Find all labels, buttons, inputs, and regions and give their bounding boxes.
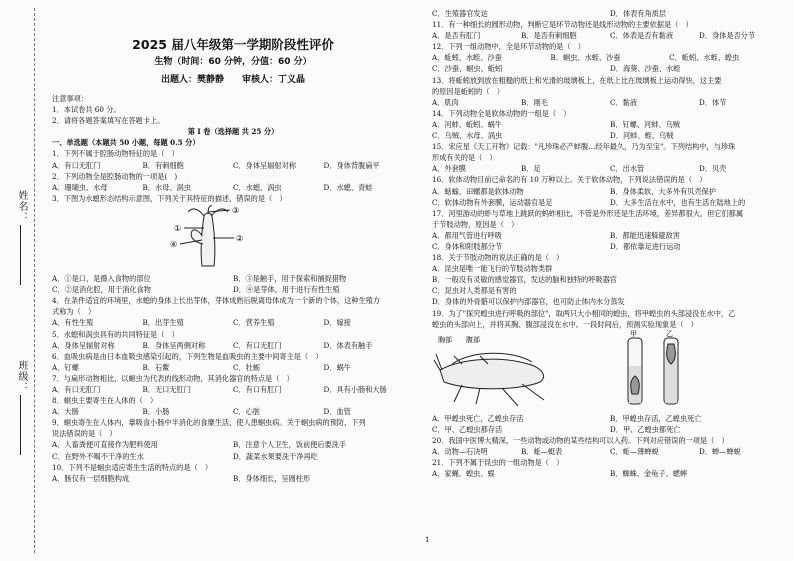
- answer-option: A．动物—石决明: [432, 447, 488, 457]
- option-row: [432, 163, 788, 174]
- answer-option: B．小肠: [142, 407, 170, 417]
- option-row: [52, 182, 414, 193]
- answer-option: B．出芽生殖: [142, 318, 184, 328]
- answer-option: B．甲蝗虫存活，乙蝗虫死亡: [610, 413, 702, 423]
- answer-option: C．有口有肛门: [233, 384, 282, 394]
- answer-option: B．身体细长，呈圆柱形: [233, 473, 311, 483]
- answer-option: C．蚯—薄蝉蜕: [610, 447, 659, 457]
- question-list: [52, 148, 414, 203]
- answer-option: C．身体呈辐射对称: [233, 160, 297, 170]
- question-stem: 10．下列不是蛔虫适应寄生生活的特点的是（ ）: [52, 462, 213, 472]
- option-row: [432, 197, 788, 208]
- answer-option: A．蚯蚓、水蛭、沙蚕: [432, 53, 502, 63]
- answer-option: C．软体动物有外套膜，运动器官是足: [432, 197, 553, 207]
- answer-option: B．都能迅速躲避敌害: [610, 230, 680, 240]
- question-stem: 15．宋应星《天工开物》记载："凡珍珠必产蚌腹…经年最久，乃为至宝"。下列结构中，与珍珠: [432, 142, 736, 152]
- answer-option: A．肌肉: [432, 97, 459, 107]
- answer-option: D．贝壳: [699, 164, 727, 174]
- question-stem: 19．为了"探究蝗虫进行呼吸的部位"，取两只大小相同的蝗虫，将甲蝗虫的头部浸没在水中，乙: [432, 308, 736, 318]
- answer-option: A．肠仅有一层细胞构成: [52, 473, 130, 483]
- answer-option: B．有刺细胞: [142, 160, 184, 170]
- option-row: [432, 230, 788, 241]
- option-row: [52, 273, 414, 284]
- left-column: [52, 8, 414, 484]
- answer-option: D．蜗牛: [323, 362, 351, 372]
- hydra-figure: [52, 204, 414, 270]
- answer-option: C．心脏: [233, 407, 261, 417]
- answer-option: A．有口无肛门: [52, 160, 101, 170]
- answer-option: C．甲、乙蝗虫都存活: [432, 424, 503, 434]
- section-intro: 一、单选题（本题共 50 小题，每题 0.5 分）: [52, 138, 200, 148]
- answer-option: A．大肠: [52, 407, 79, 417]
- answer-option: B．蜘蛛、金龟子、蟋蟀: [610, 469, 688, 479]
- question-stem: 21．下列不属于昆虫的一组动物是（ ）: [432, 458, 564, 468]
- exam-meta: 生物（时间：60 分钟，分值：60 分）: [154, 57, 312, 67]
- answer-option: B．身体柔软，大多外有贝壳保护: [610, 186, 716, 196]
- notice-item: 2．请将各题答案填写在答题卡上。: [52, 116, 165, 126]
- question-list: [432, 8, 788, 330]
- name-blank-line: [20, 225, 21, 285]
- option-row: [52, 340, 414, 351]
- question-stem: 于节肢动物，原因是（ ）: [432, 219, 519, 229]
- answer-option: D．大多生活在水中，也有生活在陆地上的: [610, 197, 746, 207]
- answer-option: B．注意个人卫生，饭前便后要洗手: [233, 440, 347, 450]
- option-row: [432, 8, 788, 19]
- answer-option: D．都依靠足进行运动: [610, 241, 681, 251]
- answer-option: D．蝉—蝉蜕: [699, 447, 741, 457]
- name-label: 姓名：: [16, 190, 27, 223]
- answer-option: B．③是触手，用于探索和捕捉猎物: [233, 274, 347, 284]
- option-row: [52, 317, 414, 328]
- option-row: [432, 413, 788, 424]
- answer-option: D．血管: [323, 407, 351, 417]
- answer-option: C．②是消化腔，用于消化食物: [52, 285, 151, 295]
- question-stem: D．身体的外骨骼可以保护内部器官，也可防止体内水分蒸发: [432, 297, 625, 307]
- page-number: 1: [425, 536, 430, 544]
- locust-label-abdomen: 腹部: [466, 335, 480, 344]
- hydra-label-4: ④: [170, 239, 178, 249]
- notice-heading: 注意事项：: [52, 94, 88, 103]
- section-title: 第 I 卷（选择题 共 25 分）: [187, 127, 279, 137]
- question-stem: 17．河里游动的虾与草地上跳跃的蚂蚱相比，不管是外形还是生活环境，差异都很大，但它们都属: [432, 208, 744, 218]
- right-column: [432, 8, 788, 479]
- hydra-label-1: ①: [174, 223, 182, 233]
- answer-option: A．有性生殖: [52, 318, 94, 328]
- answer-option: A．河蚌、蚯蚓、蜗牛: [432, 119, 502, 129]
- option-row: [432, 424, 788, 435]
- question-stem: B．一般没有灵敏的感觉器官，发达的脑和独特的呼吸器官: [432, 275, 617, 285]
- question-list: [52, 273, 414, 484]
- answer-option: B．水母、涡虫: [142, 182, 191, 192]
- answer-option: C．有口无肛门: [233, 340, 282, 350]
- option-row: [52, 406, 414, 417]
- answer-option: A．甲蝗虫死亡，乙蝗虫存活: [432, 413, 524, 423]
- answer-option: A．家蝇、蝗虫、蜈: [432, 469, 495, 479]
- locust-label-thorax: 胸部: [438, 335, 452, 344]
- hydra-label-2: ②: [236, 233, 244, 243]
- answer-option: A．都用气管进行呼吸: [432, 230, 502, 240]
- answer-option: C．生殖器官发达: [432, 9, 488, 18]
- answer-option: B．足: [521, 164, 541, 174]
- answer-option: A．钉螺: [52, 362, 79, 372]
- answer-option: D．④是芽体，用于进行有性生殖: [233, 285, 340, 295]
- hydra-label-3: ③: [232, 205, 240, 215]
- question-stem: 12．下列一组动物中，全是环节动物的是（ ）: [432, 42, 585, 52]
- answer-option: A．身体呈辐射对称: [52, 340, 115, 350]
- answer-option: B．是否有刺细胞: [521, 31, 577, 41]
- answer-option: D．海葵、沙蚕、水蛭: [610, 64, 681, 74]
- option-row: [52, 473, 414, 484]
- answer-option: C．出水管: [610, 164, 645, 174]
- question-stem: 形成有关的是（ ）: [432, 153, 497, 163]
- answer-option: D．体表有角质层: [610, 9, 667, 18]
- tube-label-yi: 乙: [666, 329, 673, 338]
- option-row: [432, 52, 788, 63]
- answer-option: A．人畜粪便可直接作为肥料使用: [52, 440, 158, 450]
- question-stem: 11．有一种细长的圆形动物，判断它是环节动物还是线形动物的主要依据是（ ）: [432, 20, 693, 30]
- answer-option: A．蛞蝓、田螺都是软体动物: [432, 186, 524, 196]
- question-stem: 1．下列不属于腔肠动物特征的是（ ）: [52, 149, 179, 159]
- answer-option: B．无口无肛门: [142, 384, 191, 394]
- option-row: [432, 241, 788, 252]
- answer-option: A．是否有肛门: [432, 31, 481, 41]
- answer-option: D．体节: [699, 97, 727, 107]
- option-row: [52, 160, 414, 171]
- notice-item: 1．本试卷共 60 分。: [52, 105, 121, 115]
- question-stem: 的原因是蚯蚓的（ ）: [432, 86, 504, 96]
- question-stem: 9．蛔虫寄生在人体内，靠吸食小肠中半消化的食糜生活，使人患蛔虫病。关于蛔虫病的预防，下列: [52, 418, 366, 428]
- option-row: [52, 362, 414, 373]
- class-blank-line: [20, 395, 21, 455]
- option-row: [432, 130, 788, 141]
- answer-option: C．水螅、涡虫: [233, 182, 282, 192]
- answer-option: D．身体背腹扁平: [323, 160, 380, 170]
- option-row: [432, 446, 788, 457]
- answer-option: A．珊瑚虫、水母: [52, 182, 108, 192]
- answer-option: D．蔬菜水果要洗干净再吃: [233, 451, 318, 461]
- question-stem: 蝗虫的头部向上，并将其胸、腹部浸没在水中。一段时间后，预测实验现象是（ ）: [432, 319, 698, 329]
- question-stem: 14．下列动物全是软体动物的一组是（ ）: [432, 108, 571, 118]
- option-row: [52, 451, 414, 462]
- question-stem: A．昆虫是唯一能飞行的节肢动物类群: [432, 264, 553, 274]
- question-stem: 20．我国中医博大精深，一些动物或动物的某些结构可以入药。下列对应错误的一项是（ ）: [432, 436, 729, 445]
- question-stem: 7．与扁形动物相比，以蛔虫为代表的线形动物，其消化器官的特点是（ ）: [52, 373, 294, 383]
- answer-option: B．石鳖: [142, 362, 170, 372]
- option-row: [432, 468, 788, 479]
- option-row: [52, 284, 414, 295]
- option-row: [52, 384, 414, 395]
- answer-option: B．蚯—蜓表: [521, 447, 563, 457]
- option-row: [52, 439, 414, 450]
- locust-experiment-figure: [432, 330, 788, 410]
- answer-option: B．蛔虫、水蛭、沙蚕: [550, 53, 621, 63]
- answer-option: C．牡蛎: [233, 362, 261, 372]
- option-row: [432, 97, 788, 108]
- question-stem: 18．关于节肢动物的说法正确的是（ ）: [432, 253, 564, 263]
- answer-option: D．嫁接: [323, 318, 351, 328]
- answer-option: C．沙蚕、蛔虫、蚯蚓: [432, 64, 503, 74]
- answer-option: B．刚毛: [521, 97, 548, 107]
- answer-option: C．身体和附肢都分节: [432, 241, 503, 251]
- question-stem: 16．软体动物目前已命名的有 10 万种以上。关于软体动物，下列说法错误的是（ ）: [432, 175, 707, 185]
- answer-option: D．河蚌、蛭、乌贼: [610, 131, 674, 141]
- answer-option: B．钉螺、河蚌、乌贼: [610, 119, 680, 129]
- exam-title: 2025 届八年级第一学期阶段性评价: [132, 37, 334, 52]
- question-stem: 式称为（ ）: [52, 307, 96, 317]
- answer-option: D．水螅、青蛙: [323, 182, 373, 192]
- question-stem: 5．水螅和涡虫具有的共同特征是（ ）: [52, 329, 179, 339]
- answer-option: D．身体是否分节: [699, 31, 756, 41]
- question-stem: 4．在条件适宜的环境里，水螅的身体上长出芽体，芽体成熟后脱离母体成为一个新的个体，这种生殖方: [52, 296, 381, 306]
- answer-option: A．①是口，是摄入食物的部位: [52, 274, 151, 284]
- tube-label-jia: 甲: [630, 329, 637, 338]
- option-row: [432, 119, 788, 130]
- cut-line: [34, 8, 35, 553]
- question-stem: 3．下图为水螅形态结构示意图，下列关于其特征的描述，错误的是（ ）: [52, 193, 287, 203]
- answer-option: C．营养生殖: [233, 318, 275, 328]
- question-stem: 8．蛔虫主要寄生在人体的（ ）: [52, 396, 158, 406]
- answer-option: D．体表有触手: [323, 340, 373, 350]
- answer-option: C．在野外不喝不干净的生水: [52, 451, 144, 461]
- question-stem: 13．将蚯蚓放到放在粗糙的纸上和光滑的玻璃板上，在纸上比在玻璃板上运动得快，这主要: [432, 75, 722, 85]
- question-list: [432, 413, 788, 480]
- answer-option: C．乌贼、水母、涡虫: [432, 131, 503, 141]
- question-stem: 6．血吸虫病是由日本血吸虫感染引起的，下列生物是血吸虫的主要中间寄主是（ ）: [52, 351, 323, 361]
- class-label: 班级：: [16, 360, 27, 393]
- answer-option: C．黏液: [610, 97, 638, 107]
- answer-option: A．外套膜: [432, 164, 466, 174]
- answer-option: D．具有小肠和大肠: [323, 384, 387, 394]
- question-stem: 说法错误的是（ ）: [52, 429, 117, 439]
- exam-authors: 出题人：樊静静 审核人：丁义晶: [160, 75, 305, 85]
- question-stem: 2．下列动物全是腔肠动物的一项是( ): [52, 171, 178, 181]
- question-stem: C．昆虫对人类都是有害的: [432, 286, 517, 296]
- answer-option: C．蚯蚓、水蛭、蝗虫: [669, 53, 740, 63]
- option-row: [432, 63, 788, 74]
- answer-option: C．体表是否有黏液: [610, 31, 674, 41]
- answer-option: D．甲、乙蝗虫都死亡: [610, 424, 681, 434]
- answer-option: B．身体呈两侧对称: [142, 340, 206, 350]
- option-row: [432, 186, 788, 197]
- answer-option: A．有口无肛门: [52, 384, 101, 394]
- option-row: [432, 30, 788, 41]
